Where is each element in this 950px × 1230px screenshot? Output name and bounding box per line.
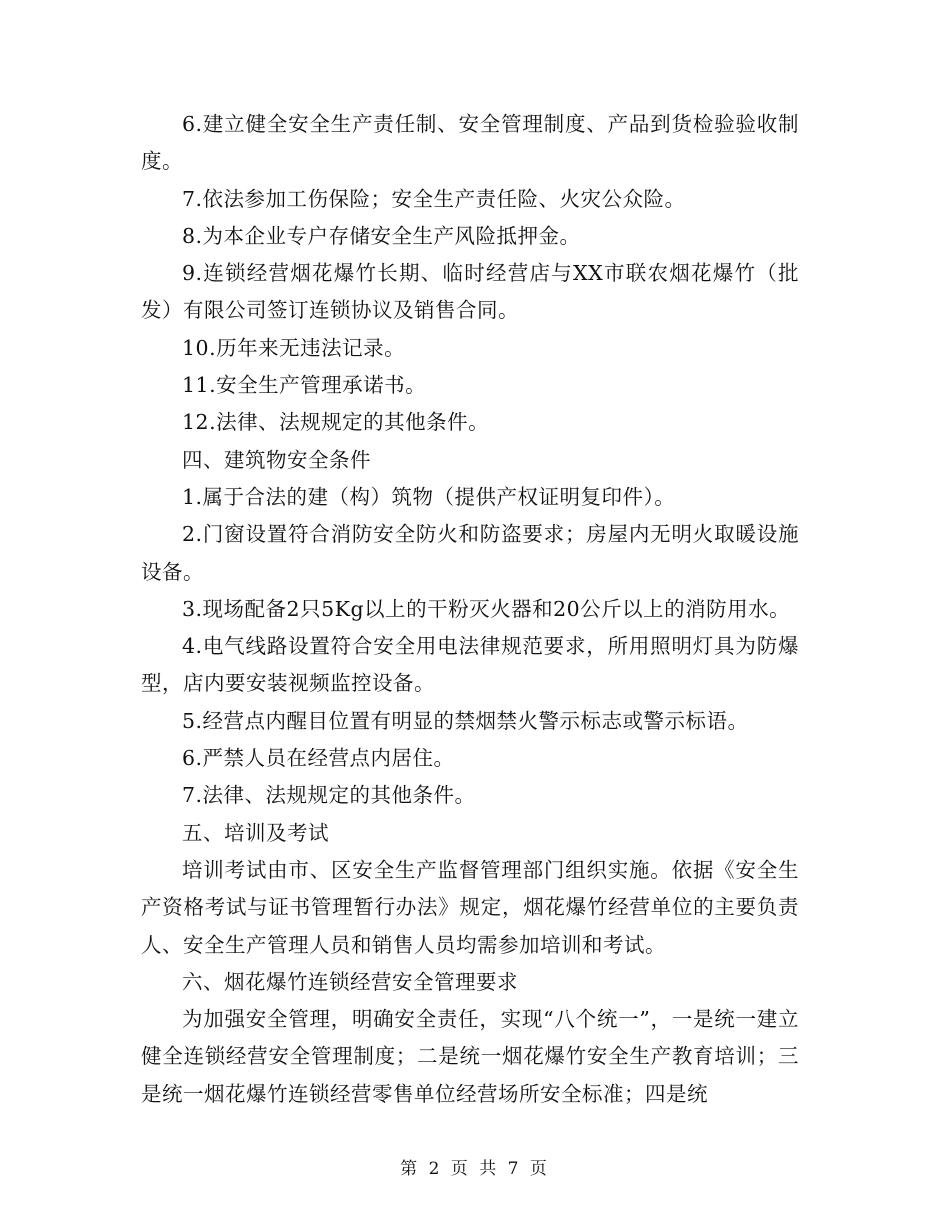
paragraph-item-7-insurance: 7.依法参加工伤保险；安全生产责任险、火灾公众险。 bbox=[182, 186, 686, 211]
building-item-3-extinguishers: 3.现场配备2只5Kg以上的干粉灭火器和20公斤以上的消防用水。 bbox=[182, 596, 791, 621]
paragraph-item-12-other-conditions: 12.法律、法规规定的其他条件。 bbox=[182, 410, 490, 435]
section-heading-chain-management: 六、烟花爆竹连锁经营安全管理要求 bbox=[182, 969, 518, 994]
building-item-1-legal-structure: 1.属于合法的建（构）筑物（提供产权证明复印件）。 bbox=[182, 484, 676, 509]
paragraph-item-11-commitment: 11.安全生产管理承诺书。 bbox=[182, 373, 427, 398]
paragraph-item-8-deposit: 8.为本企业专户存储安全生产风险抵押金。 bbox=[182, 223, 581, 248]
building-item-7-other-conditions: 7.法律、法规规定的其他条件。 bbox=[182, 783, 476, 808]
page-number-footer: 第 2 页 共 7 页 bbox=[400, 1159, 550, 1179]
building-item-2-doors-windows: 2.门窗设置符合消防安全防火和防盗要求；房屋内无明火取暖设施设备。 bbox=[141, 522, 799, 584]
building-item-4-electrical: 4.电气线路设置符合安全用电法律规范要求，所用照明灯具为防爆型，店内要安装视频监控设备。 bbox=[141, 634, 799, 696]
section-heading-training: 五、培训及考试 bbox=[182, 820, 329, 845]
chain-management-paragraph: 为加强安全管理，明确安全责任，实现“八个统一”，一是统一建立健全连锁经营安全管理制度；二是统一烟花爆竹安全生产教育培训；三是统一烟花爆竹连锁经营零售单位经营场所安全标准；四是统 bbox=[141, 1007, 799, 1106]
building-item-5-warning-signs: 5.经营点内醒目位置有明显的禁烟禁火警示标志或警示标语。 bbox=[182, 708, 749, 733]
paragraph-item-10-no-violations: 10.历年来无违法记录。 bbox=[182, 335, 406, 360]
training-paragraph: 培训考试由市、区安全生产监督管理部门组织实施。依据《安全生产资格考试与证书管理暂行办法》规定，烟花爆竹经营单位的主要负责人、安全生产管理人员和销售人员均需参加培训和考试。 bbox=[141, 857, 799, 957]
section-heading-building-safety: 四、建筑物安全条件 bbox=[182, 447, 371, 472]
document-body bbox=[141, 106, 799, 1113]
paragraph-item-6-responsibility: 6.建立健全安全生产责任制、安全管理制度、产品到货检验验收制度。 bbox=[141, 112, 799, 174]
paragraph-item-9-chain-agreement: 9.连锁经营烟花爆竹长期、临时经营店与XX市联农烟花爆竹（批发）有限公司签订连锁协议及销售合同。 bbox=[141, 261, 799, 323]
building-item-6-no-residence: 6.严禁人员在经营点内居住。 bbox=[182, 746, 455, 771]
